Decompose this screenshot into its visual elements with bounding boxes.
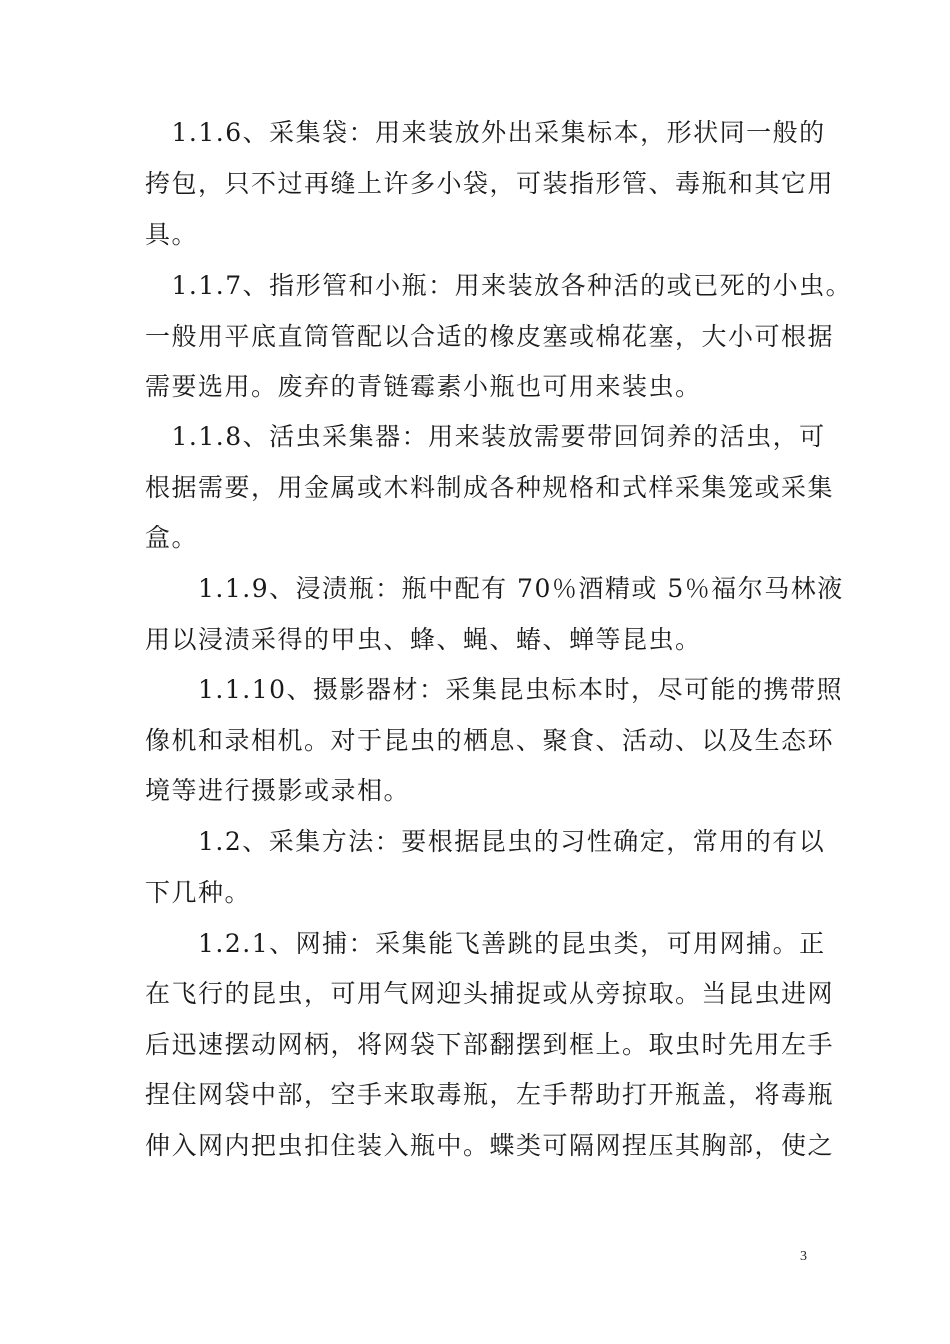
text-line: 一般用平底直筒管配以合适的橡皮塞或棉花塞，大小可根据 <box>145 322 835 351</box>
text-line: 像机和录相机。对于昆虫的栖息、聚食、活动、以及生态环 <box>145 726 835 755</box>
text-line: 1.2、采集方法：要根据昆虫的习性确定，常用的有以 <box>145 827 826 856</box>
text-line: 伸入网内把虫扣住装入瓶中。蝶类可隔网捏压其胸部，使之 <box>145 1131 835 1160</box>
text-line: 1.2.1、网捕：采集能飞善跳的昆虫类，可用网捕。正 <box>145 929 826 958</box>
text-line: 境等进行摄影或录相。 <box>145 776 411 805</box>
text-line: 在飞行的昆虫，可用气网迎头捕捉或从旁掠取。当昆虫进网 <box>145 979 835 1008</box>
text-line: 1.1.8、活虫采集器：用来装放需要带回饲养的活虫，可 <box>145 422 826 451</box>
text-line: 根据需要，用金属或木料制成各种规格和式样采集笼或采集 <box>145 473 835 502</box>
page-number: 3 <box>800 1249 807 1264</box>
text-line: 1.1.9、浸渍瓶：瓶中配有 70％酒精或 5％福尔马林液 <box>145 574 844 603</box>
text-line: 具。 <box>145 220 199 249</box>
text-line: 捏住网袋中部，空手来取毒瓶，左手帮助打开瓶盖，将毒瓶 <box>145 1080 835 1109</box>
text-line: 1.1.10、摄影器材：采集昆虫标本时，尽可能的携带照 <box>145 675 844 704</box>
text-line: 盒。 <box>145 523 199 552</box>
text-line: 1.1.7、指形管和小瓶：用来装放各种活的或已死的小虫。 <box>145 271 853 300</box>
text-line: 用以浸渍采得的甲虫、蜂、蝇、蝽、蝉等昆虫。 <box>145 625 702 654</box>
text-line: 后迅速摆动网柄，将网袋下部翻摆到框上。取虫时先用左手 <box>145 1030 835 1059</box>
text-line: 挎包，只不过再缝上许多小袋，可装指形管、毒瓶和其它用 <box>145 169 835 198</box>
text-line: 1.1.6、采集袋：用来装放外出采集标本，形状同一般的 <box>145 118 826 147</box>
text-line: 下几种。 <box>145 878 252 907</box>
text-line: 需要选用。废弃的青链霉素小瓶也可用来装虫。 <box>145 372 702 401</box>
